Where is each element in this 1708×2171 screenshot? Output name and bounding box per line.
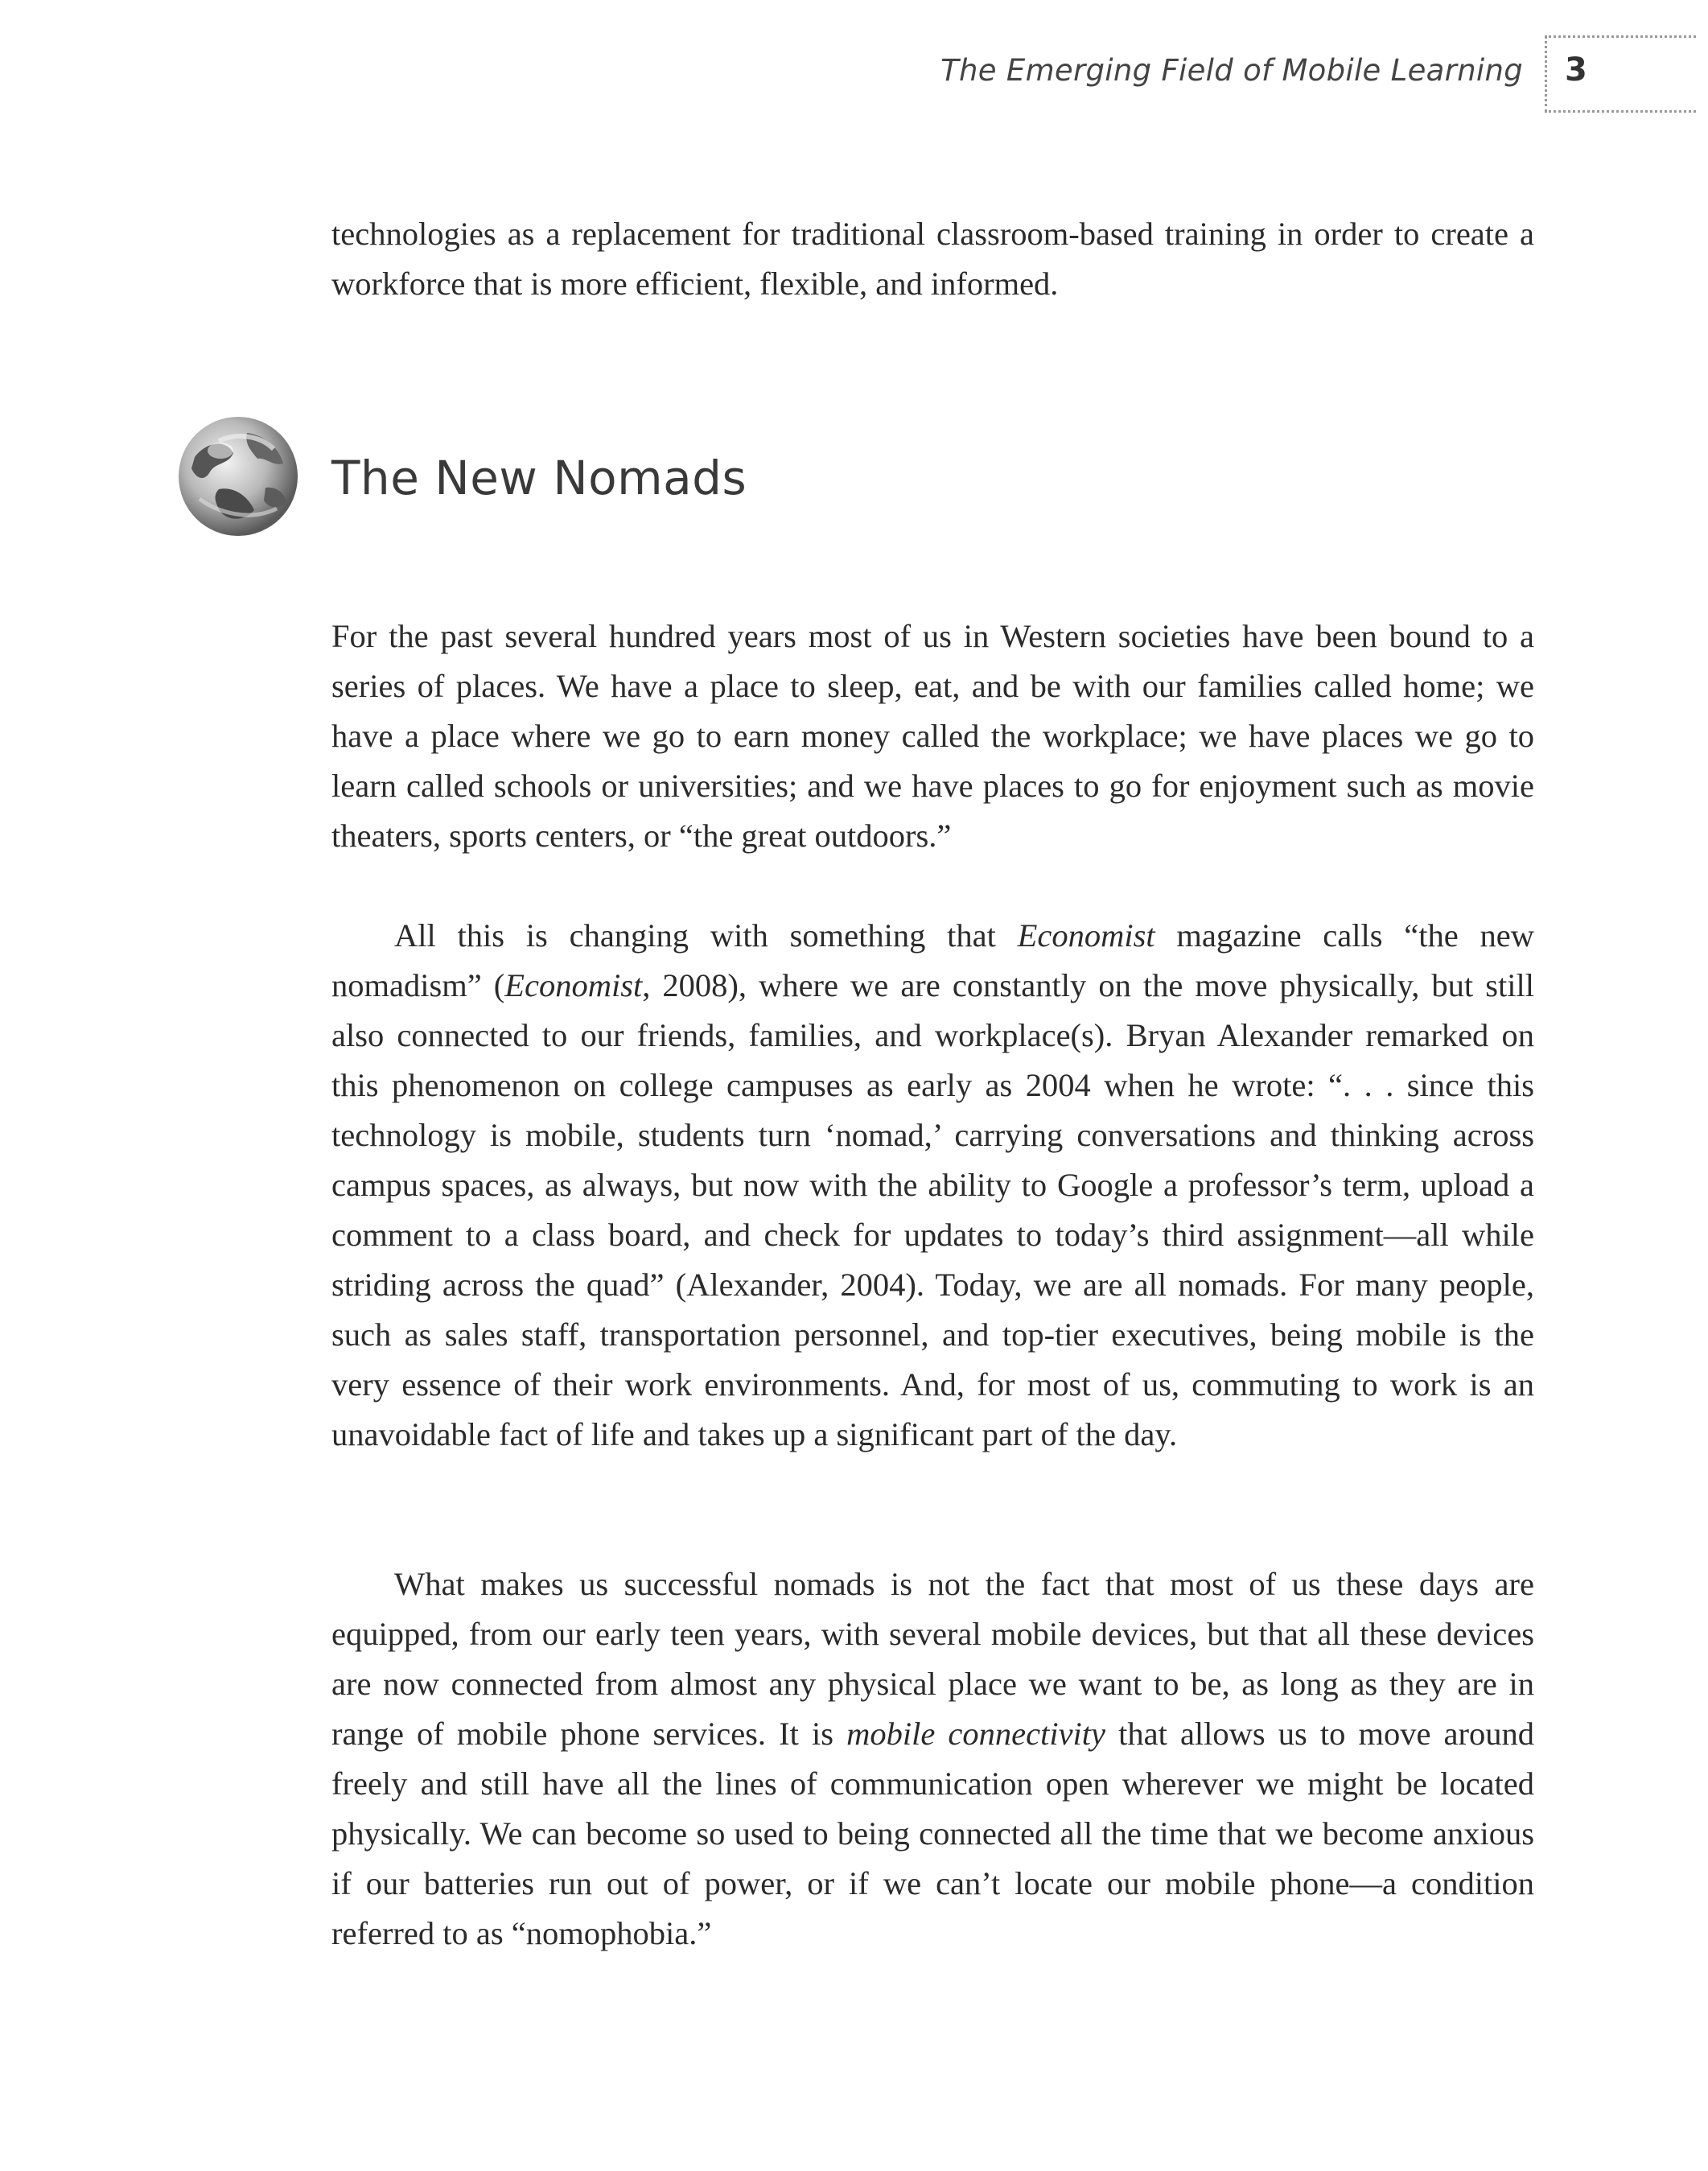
running-head-title: The Emerging Field of Mobile Learning [940,53,1523,88]
globe-icon [171,409,306,544]
intro-paragraph: technologies as a replacement for traditional classroom-based training in order to create a workforce that is more efficient, flexible, and informed. [331,216,1534,302]
body-paragraph-2: All this is changing with something that Economist magazine calls “the new nomadism” (Economist, 2008), where we are constantly on the move physically, but still also connected to our friends, families, and workplace(s). Bryan Alexander remarked on this phenomenon on college campuses as early as 2004 when he wrote: “. . . since this technology is mobile, students turn ‘nomad,’ carrying conversations and thinking across campus spaces, as always, but now with the ability to Google a professor’s term, upload a comment to a class board, and check for updates to today’s third assignment—all while striding across the quad” (Alexander, 2004). Today, we are all nomads. For many people, such as sales staff, transportation personnel, and top-tier executives, being mobile is the very essence of their work environments. And, for most of us, commuting to work is an unavoidable fact of life and takes up a significant part of the day. [331,917,1534,1452]
page-number: 3 [1565,51,1587,89]
body-paragraph-3: What makes us successful nomads is not the fact that most of us these days are equipped, from our early teen years, with several mobile devices, but that all these devices are now connected from almost any physical place we want to be, as long as they are in range of mobile phone services. It is mobile connectivity that allows us to move around freely and still have all the lines of communication open wherever we might be located physically. We can become so used to being connected all the time that we become anxious if our batteries run out of power, or if we can’t locate our mobile phone—a condition referred to as “nomophobia.” [331,1566,1534,1951]
body-paragraph-1: For the past several hundred years most of us in Western societies have been bound to a series of places. We have a place to sleep, eat, and be with our families called home; we have a place where we go to earn money called the workplace; we have places we go to learn called schools or universities; and we have places to go for enjoyment such as movie theaters, sports centers, or “the great outdoors.” [331,618,1534,854]
section-title: The New Nomads [331,451,747,505]
